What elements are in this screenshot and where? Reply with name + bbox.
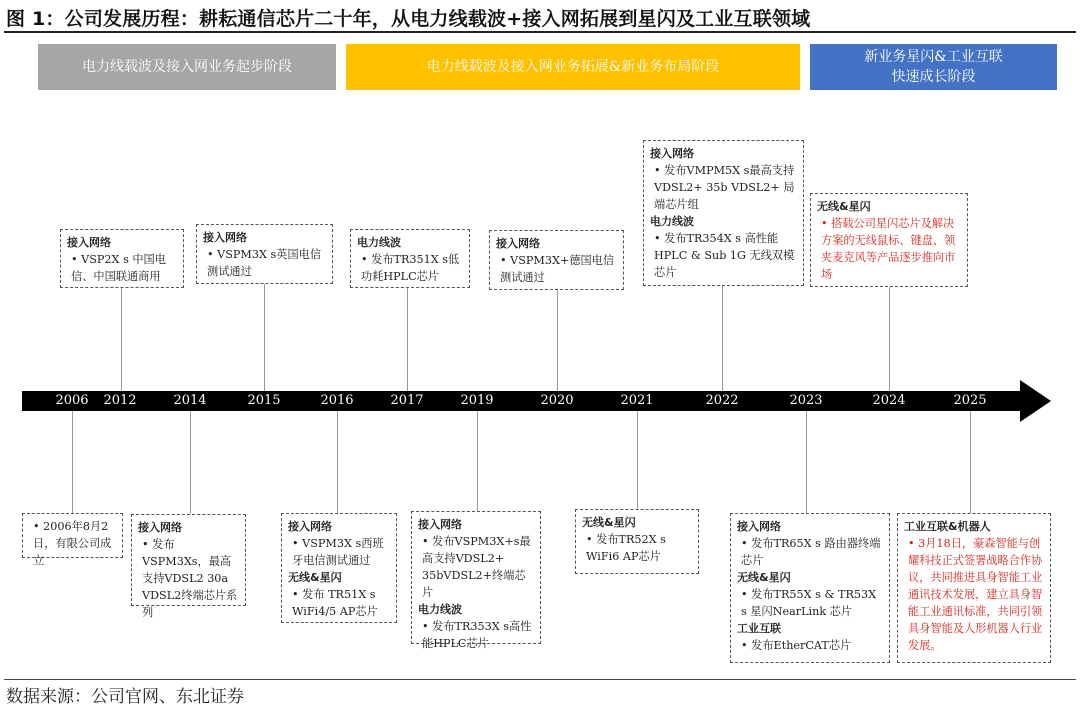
event-category: 接入网络 bbox=[496, 237, 540, 250]
connector-2016 bbox=[337, 411, 338, 513]
event-box-2021 bbox=[575, 509, 699, 574]
connector-2020 bbox=[557, 290, 558, 391]
event-box-2024 bbox=[810, 193, 968, 287]
event-category: 接入网络 bbox=[737, 520, 781, 533]
event-box-2015 bbox=[196, 224, 333, 284]
event-category: 工业互联 bbox=[737, 622, 781, 635]
event-item: • 发布TR351X s低功耗HPLC芯片 bbox=[361, 253, 460, 283]
year-label-2020: 2020 bbox=[540, 393, 574, 408]
event-category: 无线&星闪 bbox=[737, 571, 791, 584]
connector-2012 bbox=[121, 288, 122, 391]
event-category: 接入网络 bbox=[418, 518, 462, 531]
year-label-2025: 2025 bbox=[953, 393, 987, 408]
source-divider bbox=[4, 679, 1076, 680]
connector-2014 bbox=[190, 411, 191, 514]
year-label-2006: 2006 bbox=[55, 393, 89, 408]
title-divider bbox=[4, 31, 1076, 33]
year-label-2024: 2024 bbox=[872, 393, 906, 408]
event-box-2019 bbox=[411, 511, 541, 650]
year-label-2015: 2015 bbox=[247, 393, 281, 408]
event-box-2006 bbox=[22, 513, 123, 567]
event-box-2017 bbox=[350, 229, 470, 288]
year-label-2019: 2019 bbox=[460, 393, 494, 408]
event-item: • 发布TR354X s 高性能HPLC & Sub 1G 无线双模芯片 bbox=[654, 232, 795, 279]
event-item: • 2006年8月2日，有限公司成立 bbox=[33, 520, 112, 567]
event-item: • 发布TR65X s 路由器终端芯片 bbox=[741, 537, 881, 567]
year-label-2016: 2016 bbox=[320, 393, 354, 408]
connector-2023 bbox=[806, 411, 807, 513]
event-category: 接入网络 bbox=[203, 231, 247, 244]
event-item: • 发布VSPM3Xs，最高支持VDSL2 30a VDSL2终端芯片系列 bbox=[142, 538, 238, 619]
event-category: 电力线波 bbox=[357, 236, 401, 249]
event-box-2020 bbox=[489, 230, 624, 290]
connector-2025 bbox=[970, 411, 971, 513]
event-box-2025 bbox=[897, 513, 1051, 663]
event-item: • 发布VMPM5X s最高支持VDSL2+ 35b VDSL2+ 局端芯片组 bbox=[654, 164, 795, 211]
event-category: 电力线波 bbox=[418, 603, 462, 616]
source-note: 数据来源：公司官网、东北证券 bbox=[6, 687, 244, 707]
event-category: 接入网络 bbox=[650, 147, 694, 160]
year-label-2017: 2017 bbox=[390, 393, 424, 408]
timeline-arrowhead bbox=[1020, 380, 1051, 422]
event-category: 电力线波 bbox=[650, 215, 694, 228]
event-category: 接入网络 bbox=[67, 236, 111, 249]
year-label-2014: 2014 bbox=[173, 393, 207, 408]
connector-2021 bbox=[637, 411, 638, 509]
event-item: • VSPM3X+德国电信测试通过 bbox=[500, 254, 615, 284]
event-box-2023 bbox=[730, 513, 890, 663]
event-category: 接入网络 bbox=[138, 521, 182, 534]
event-item: • 发布 TR51X s WiFi4/5 AP芯片 bbox=[292, 588, 378, 618]
event-item: • 发布VSPM3X+s最高支持VDSL2+ 35bVDSL2+终端芯片 bbox=[422, 535, 531, 599]
connector-2022 bbox=[722, 286, 723, 391]
event-category: 接入网络 bbox=[288, 520, 332, 533]
connector-2019 bbox=[477, 411, 478, 511]
event-item: • VSP2X s 中国电信、中国联通商用 bbox=[71, 253, 166, 283]
event-item: • 发布TR52X s WiFi6 AP芯片 bbox=[586, 533, 666, 563]
event-item: • 发布TR353X s高性能HPLC芯片 bbox=[422, 620, 532, 650]
event-item: • 发布TR55X s & TR53X s 星闪NearLink 芯片 bbox=[741, 588, 877, 618]
event-category: 无线&星闪 bbox=[817, 200, 871, 213]
event-category: 无线&星闪 bbox=[288, 571, 342, 584]
event-category: 无线&星闪 bbox=[582, 516, 636, 529]
figure-title: 图 1：公司发展历程：耕耘通信芯片二十年，从电力线载波+接入网拓展到星闪及工业互联领域 bbox=[6, 8, 811, 30]
event-box-2022 bbox=[643, 140, 804, 286]
connector-2006 bbox=[72, 411, 73, 513]
connector-2015 bbox=[264, 284, 265, 391]
year-label-2023: 2023 bbox=[789, 393, 823, 408]
phase-startup: 电力线载波及接入网业务起步阶段 bbox=[38, 44, 336, 90]
phase-growth: 新业务星闪&工业互联 快速成长阶段 bbox=[810, 44, 1057, 90]
connector-2024 bbox=[889, 287, 890, 391]
event-box-2014 bbox=[131, 514, 246, 619]
event-item: • VSPM3X s西班牙电信测试通过 bbox=[292, 537, 384, 567]
event-item: • 搭载公司星闪芯片及解决方案的无线鼠标、键盘、领夹麦克风等产品逐步推向市场 bbox=[821, 217, 956, 281]
event-box-2016 bbox=[281, 513, 397, 623]
connector-2017 bbox=[407, 288, 408, 391]
year-label-2021: 2021 bbox=[620, 393, 654, 408]
event-item: • 发布EtherCAT芯片 bbox=[741, 639, 852, 652]
phase-expansion: 电力线载波及接入网业务拓展&新业务布局阶段 bbox=[346, 44, 800, 90]
event-category: 工业互联&机器人 bbox=[904, 520, 991, 533]
event-item: • VSPM3X s英国电信测试通过 bbox=[207, 248, 322, 278]
year-label-2012: 2012 bbox=[103, 393, 137, 408]
event-item: • 3月18日，豪森智能与创耀科技正式签署战略合作协议，共同推进具身智能工业通讯技术发展，建立具身智能工业通讯标准，共同引领具身智能及人形机器人行业发展。 bbox=[908, 537, 1043, 652]
event-box-2012 bbox=[60, 229, 184, 288]
year-label-2022: 2022 bbox=[705, 393, 739, 408]
